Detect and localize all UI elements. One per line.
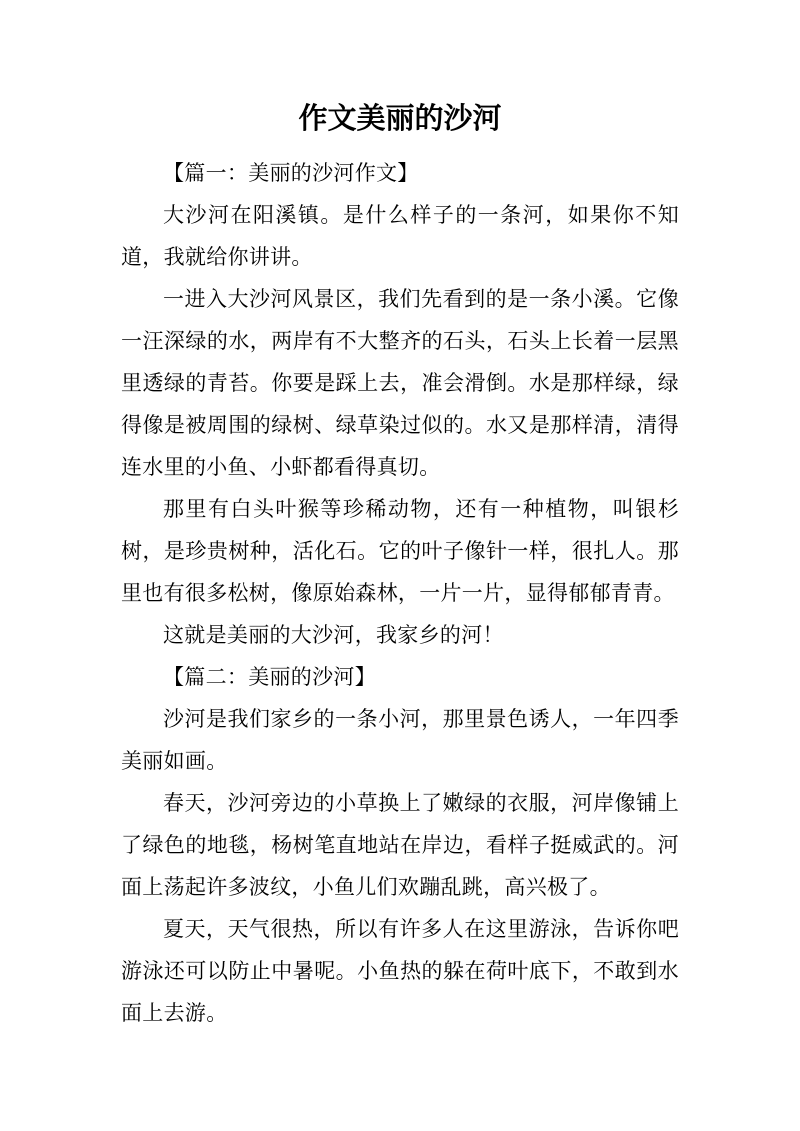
section-heading: 【篇二：美丽的沙河】 <box>163 665 376 689</box>
paragraph: 一进入大沙河风景区，我们先看到的是一条小溪。它像一汪深绿的水，两岸有不大整齐的石头，石头上长着一层黑里透绿的青苔。你要是踩上去，准会滑倒。水是那样绿，绿得像是被周围的绿树、绿草染过似的。水又是那样清，清得连水里的小鱼、小虾都看得真切。 <box>121 287 679 479</box>
section-heading: 【篇一：美丽的沙河作文】 <box>163 161 419 185</box>
paragraph: 大沙河在阳溪镇。是什么样子的一条河，如果你不知道，我就给你讲讲。 <box>121 203 679 269</box>
paragraph: 那里有白头叶猴等珍稀动物，还有一种植物，叫银杉树，是珍贵树种，活化石。它的叶子像针一样，很扎人。那里也有很多松树，像原始森林，一片一片，显得郁郁青青。 <box>121 497 679 605</box>
document-title: 作文美丽的沙河 <box>298 101 502 135</box>
paragraph: 这就是美丽的大沙河，我家乡的河！ <box>163 623 504 647</box>
document-body <box>121 152 679 1034</box>
paragraph: 沙河是我们家乡的一条小河，那里景色诱人，一年四季美丽如画。 <box>121 707 679 773</box>
paragraph: 春天，沙河旁边的小草换上了嫩绿的衣服，河岸像铺上了绿色的地毯，杨树笔直地站在岸边，看样子挺威武的。河面上荡起许多波纹，小鱼儿们欢蹦乱跳，高兴极了。 <box>121 791 679 899</box>
paragraph: 夏天，天气很热，所以有许多人在这里游泳，告诉你吧游泳还可以防止中暑呢。小鱼热的躲在荷叶底下，不敢到水面上去游。 <box>121 917 679 1025</box>
